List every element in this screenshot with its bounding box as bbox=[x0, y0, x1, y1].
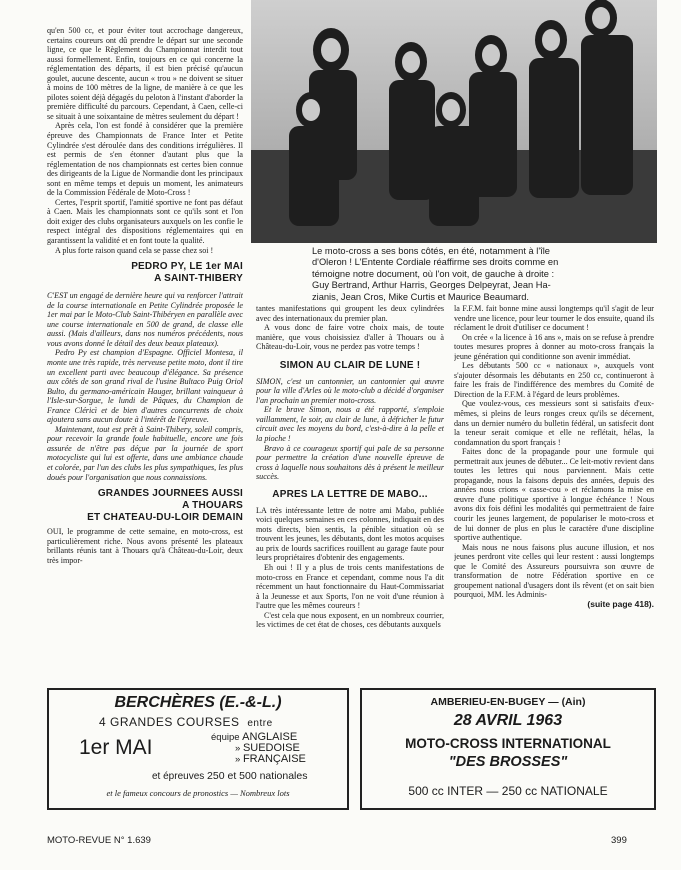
ad-bercheres bbox=[47, 688, 349, 810]
caption-line: témoigne notre document, où l'on voit, de gauche à droite : bbox=[312, 268, 555, 279]
col2-paragraph: C'est cela que nous exposent, en un nombreux courrier, les victimes de cet état de choses, ces débutants auxquels bbox=[256, 610, 444, 630]
ad-subtitle-between: entre bbox=[247, 718, 273, 729]
col1-paragraph: C'EST un engagé de dernière heure qui va renforcer l'attrait de la course internationale en Petite Cylindrée proposée le 1er mai par le Moto-Club Saint-Thibéryen en parallèle avec une course internationale en 500 de grand, de classe elle aussi. (Mais d'ailleurs, dans nos numéros précédents, nous vous avons donné le détail des deux beaux plateaux). bbox=[47, 291, 243, 348]
col2-paragraph: SIMON, c'est un cantonnier, un cantonnier qui œuvre pour la ville d'Arles où le moto-club a décidé d'organiser l'an prochain un premier moto-cross. bbox=[256, 376, 444, 405]
heading-line: PEDRO PY, LE 1er MAI bbox=[131, 261, 243, 273]
ad-team-name: SUEDOISE bbox=[242, 742, 300, 754]
col3-paragraph: Mais nous ne nous faisons plus aucune illusion, et nos jeunes perdront vite celles qui leur restent : aussi longtemps que le Comité des Assureurs poursuivra son œuvre de transformation de notre Fédération sportive en ce groupement national d'usagers dont ils rêvent (et on sait bien pourquoi, MM. les Adminis- bbox=[454, 542, 654, 600]
col1-paragraph: qu'en 500 cc, et pour éviter tout accrochage dangereux, certains coureurs ont dû prendre le départ sur une seconde ligne, ce que le Règlement du Championnat interdit tout aussi formellement. Enfin, toujours en ce qui concerne la réglementation des départs, il est bien précisé qu'aucun goulet, aucune descente, aucun « trou » ne doivent se situer à moins de 100 mètres de la ligne, de manière à ce que les pilotes soient déjà dégagés du peloton à l'instant d'aborder la première difficulté du parcours. Cependant, à Caen, celle-ci se situait à une soixantaine de mètres seulement du départ ! bbox=[47, 26, 243, 121]
col1-paragraph: Après cela, l'on est fondé à considérer que la première épreuve des Championnats de France Inter et Petite Cylindrée s'est déroulée dans des conditions irrégulières. Il est permis de s'en étonner d'autant plus que la réglementation de nos championnats est certes bien connue des dirigeants de la Ligue de Normandie dont les principaux sont en même temps et depuis un moment, les animateurs de la Commission Fédérale de Moto-Cross ! bbox=[47, 121, 243, 198]
ad-subtitle-text: 4 GRANDES COURSES bbox=[99, 715, 240, 729]
photo-image bbox=[251, 0, 657, 243]
ad-date: 1er MAI bbox=[79, 736, 153, 759]
ad-location: AMBERIEU-EN-BUGEY — (Ain) bbox=[430, 696, 586, 708]
heading-line: A SAINT-THIBERY bbox=[154, 273, 243, 285]
col3-paragraph: la F.F.M. fait bonne mine aussi longtemps qu'il s'agit de leur vendre une licence, pour leur tourner le dos ensuite, quand ils réclament le droit d'utiliser ce document ! bbox=[454, 304, 654, 333]
ad-event-title: MOTO-CROSS INTERNATIONAL bbox=[405, 736, 611, 751]
continued-note: (suite page 418). bbox=[587, 598, 654, 609]
ad-amberieu bbox=[360, 688, 656, 810]
col1-paragraph: Maintenant, tout est prêt à Saint-Thibery, soleil compris, pour recevoir la grande foule habituelle, encore une fois assurée de n'être pas déçue par la journée de sport motocycliste qui lui est offerte, dans une ambiance chaude et colorée, par l'un des clubs les plus sympathiques, les plus doués pour l'organisation que nous connaissions. bbox=[47, 424, 243, 482]
col3-paragraph: On crée « la licence à 16 ans », mais on se refuse à prendre toutes mesures propres à donner au moto-cross français la jeune génération qui conditionne son avenir immédiat. bbox=[454, 332, 654, 361]
heading-line: ET CHATEAU-DU-LOIR DEMAIN bbox=[87, 512, 243, 524]
ad-team-prefix: » bbox=[235, 743, 241, 754]
ad-events-prefix: et épreuves bbox=[152, 771, 205, 782]
col1-paragraph: A plus forte raison quand cela se passe chez soi ! bbox=[55, 245, 214, 255]
col3-paragraph: Faites donc de la propagande pour une formule qui permettrait aux jeunes de débuter... Ce leit-motiv revient dans toutes les lettres qui nous parviennent. Mais cette propagande, nous la faisons depuis des années, depuis des années nous crions « casse-cou » et réclamons la mise en œuvre d'une politique sportive à longue échéance ! Nous avons dix fois défini les modalités qui permettraient de faire courir les jeunes largement, de populariser le moto-cross et de lui donner de plus en plus le caractère d'une discipline sportive authentique. bbox=[454, 447, 654, 543]
ad-teams bbox=[211, 732, 306, 765]
heading-pedro-py bbox=[47, 261, 243, 285]
ad-title: BERCHÈRES (E.-&-L.) bbox=[114, 694, 282, 711]
ad-subtitle bbox=[99, 715, 273, 729]
magazine-issue: MOTO-REVUE N° 1.639 bbox=[47, 835, 151, 846]
ad-events-text: 250 et 500 nationales bbox=[207, 770, 308, 782]
col1-paragraph: Certes, l'esprit sportif, l'amitié sportive ne font pas défaut à Caen. Mais les championnats sont ce qu'ils sont et l'on doit exiger des clubs organisateurs auxquels on les confie le respect intégral des dispositions réglementaires qui en garantissent la validité et en font toute la qualité. bbox=[47, 197, 243, 246]
col3-paragraph: Que voulez-vous, ces messieurs sont si satisfaits d'eux-mêmes, si pleins de leurs ronges creux qu'ils se décernent, dans un dernier numéro du bulletin fédéral, un satisfecit dont la teneur serait comique et elle ne reflétait, hélas, la condamnation du sport français ! bbox=[454, 399, 654, 447]
heading-simon: SIMON AU CLAIR DE LUNE ! bbox=[279, 359, 421, 371]
ad-team-line bbox=[211, 754, 306, 765]
ad-event-name: "DES BROSSES" bbox=[448, 754, 568, 770]
col1-paragraph: Pedro Py est champion d'Espagne. Officiel Montesa, il monte une très rapide, très nerveuse petite moto, dont il tire un excellent parti avec beaucoup d'élégance. Sa présence aux côtés de son grand rival de l'usine Bultaco Puig Oriol Bulto, du germano-américain Hauger, brillant vainqueur à l'Isle-sur-Sorgue, le lundi de Pâques, du Champion de France Cléricì et de bien d'autres concurrents de choix ajoutera sans aucun doute à l'intérêt de l'épreuve. bbox=[47, 348, 243, 425]
photo-caption bbox=[312, 246, 655, 303]
col2-paragraph: LA très intéressante lettre de notre ami Mabo, publiée voici quelques semaines en ces colonnes, indiquait en des mots directs, bien sentis, la pénible situation où se trouvent les jeunes, les débutants, dont les motos acquises au prix de lourds sacrifices rouillent au garage faute pour leurs propriétaires d'obtenir des engagements. bbox=[256, 505, 444, 563]
caption-line: Guy Bertrand, Arthur Harris, Georges Delpeyrat, Jean Ha- bbox=[312, 280, 551, 291]
ad-events bbox=[152, 770, 307, 782]
col3-paragraph: Les débutants 500 cc « nationaux », auxquels vont s'ajouter désormais les débutants en 250 cc, continueront à faire les frais de l'indifférence des membres du Comité de Direction de la F.F.M. à l'égard de leurs problèmes. bbox=[454, 361, 654, 399]
heading-line: A THOUARS bbox=[182, 500, 243, 512]
col1-paragraph: OUI, le programme de cette semaine, en moto-cross, est particulièrement riche. Nous avons présenté les plateaux brillants réunis tant à Thouars qu'à Château-du-Loir, deux très impor- bbox=[47, 527, 243, 565]
caption-line: zianis, Jean Cros, Mike Curtis et Maurice Beaumard. bbox=[312, 291, 530, 302]
ad-team-name: FRANÇAISE bbox=[242, 753, 306, 765]
ad-date: 28 AVRIL 1963 bbox=[453, 712, 563, 729]
col2-paragraph: A vous donc de faire votre choix mais, de toute manière, que vous choisissiez d'aller à Thouars ou à Château-du-Loir, vous ne perdez pas votre temps ! bbox=[256, 323, 444, 352]
col2-paragraph: Et le brave Simon, nous a été rapporté, s'emploie vaillamment, le soir, au clair de lune, à défricher le futur circuit avec les moyens du bord, c'est-à-dire à la pelle et la pioche ! bbox=[256, 405, 444, 444]
col2-paragraph: Bravo à ce courageux sportif qui pale de sa personne pour permettre la création d'une nouvelle épreuve de cross à laquelle nous souhaitons dès à présent le meilleur succès. bbox=[256, 443, 444, 482]
caption-line: d'Oleron ! L'Entente Cordiale réaffirme ses droits comme en bbox=[312, 257, 559, 268]
ad-team-prefix: équipe bbox=[211, 732, 240, 743]
ad-footer: et le fameux concours de pronostics — Nombreux lots bbox=[106, 788, 290, 798]
heading-line: GRANDES JOURNEES AUSSI bbox=[97, 488, 243, 500]
ad-team-name: ANGLAISE bbox=[242, 731, 298, 743]
col2-paragraph: tantes manifestations qui groupent les deux cylindrées avec des internationaux du premier plan. bbox=[256, 304, 444, 323]
heading-mabo: APRES LA LETTRE DE MABO... bbox=[272, 488, 428, 500]
caption-line: Le moto-cross a ses bons côtés, en été, notamment à l'île bbox=[312, 246, 550, 256]
ad-team-prefix: » bbox=[235, 754, 241, 765]
motocross-group-photo bbox=[251, 0, 657, 243]
col2-paragraph: Eh oui ! Il y a plus de trois cents manifestations de moto-cross en France et cependant, comme nous l'a dit récemment un haut fonctionnaire du Haut-Commissariat à la Jeunesse et aux Sports, l'on ne voit d'une réunion à l'autre que les mêmes coureurs ! bbox=[256, 563, 444, 611]
heading-grandes-journees bbox=[47, 488, 243, 524]
page-number: 399 bbox=[611, 835, 627, 846]
ad-classes: 500 cc INTER — 250 cc NATIONALE bbox=[408, 784, 608, 798]
